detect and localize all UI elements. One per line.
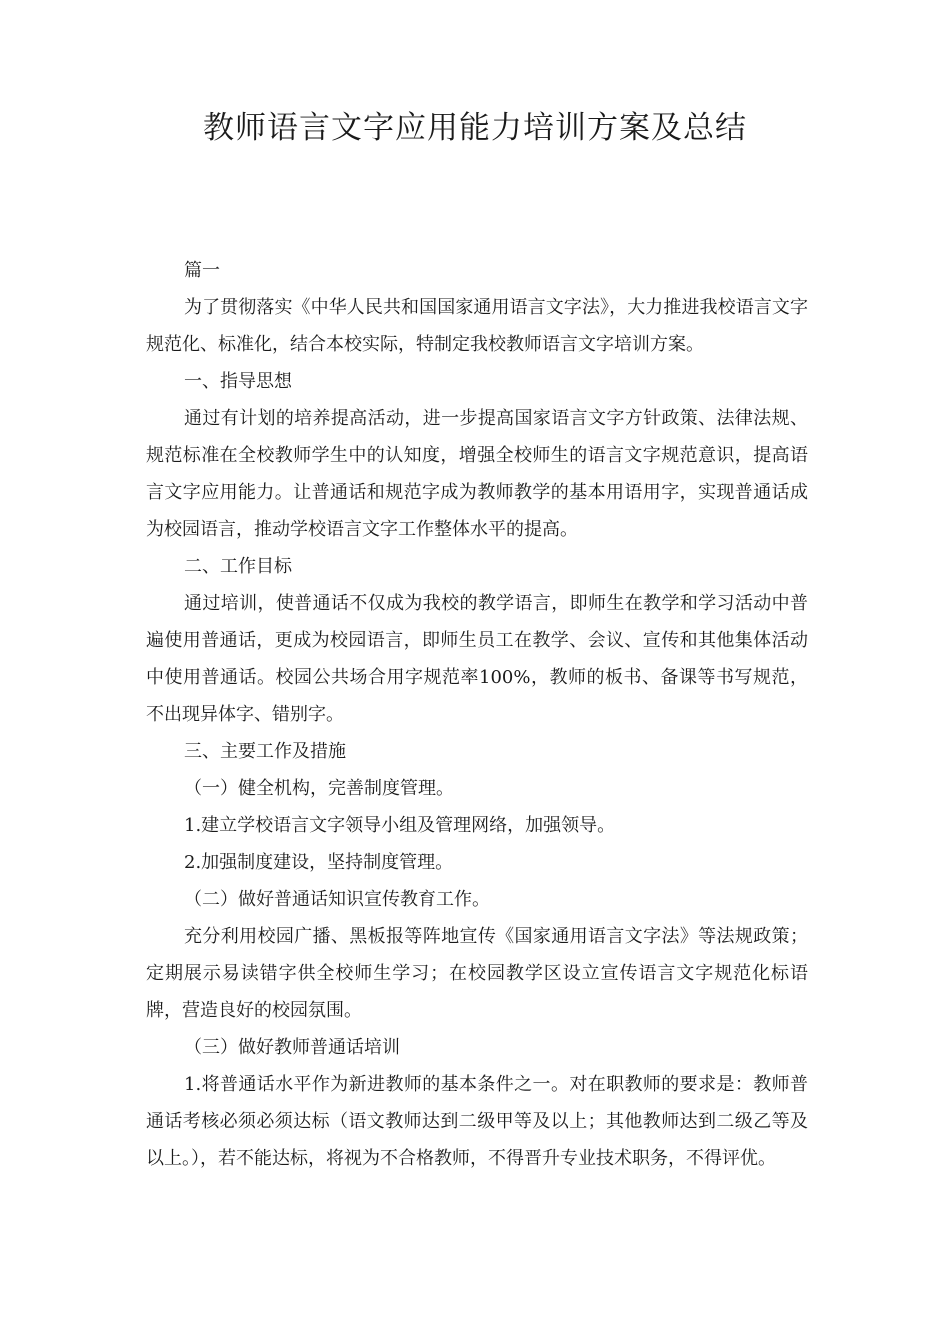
subsection-heading: （三）做好教师普通话培训 (184, 1037, 400, 1058)
document-body (146, 252, 808, 1177)
body-paragraph: 通过培训，使普通话不仅成为我校的教学语言，即师生在教学和学习活动中普遍使用普通话，更成为校园语言，即师生员工在教学、会议、宣传和其他集体活动中使用普通话。校园公共场合用字规范率100%，教师的板书、备课等书写规范，不出现异体字、错别字。 (146, 593, 808, 725)
list-item: 1.建立学校语言文字领导小组及管理网络，加强领导。 (184, 815, 616, 836)
list-item: 1.将普通话水平作为新进教师的基本条件之一。对在职教师的要求是：教师普通话考核必须必须达标（语文教师达到二级甲等及以上；其他教师达到二级乙等及以上。），若不能达标，将视为不合格教师，不得晋升专业技术职务，不得评优。 (146, 1074, 808, 1169)
document-title: 教师语言文字应用能力培训方案及总结 (203, 110, 747, 146)
section-heading: 三、主要工作及措施 (184, 741, 346, 762)
subsection-heading: （一）健全机构，完善制度管理。 (184, 778, 454, 799)
section-heading: 一、指导思想 (184, 371, 292, 392)
list-item: 2.加强制度建设，坚持制度管理。 (184, 852, 454, 873)
section-label: 篇一 (184, 260, 220, 281)
body-paragraph: 通过有计划的培养提高活动，进一步提高国家语言文字方针政策、法律法规、规范标准在全校教师学生中的认知度，增强全校师生的语言文字规范意识，提高语言文字应用能力。让普通话和规范字成为教师教学的基本用语用字，实现普通话成为校园语言，推动学校语言文字工作整体水平的提高。 (146, 408, 808, 540)
intro-paragraph: 为了贯彻落实《中华人民共和国国家通用语言文字法》，大力推进我校语言文字规范化、标准化，结合本校实际，特制定我校教师语言文字培训方案。 (146, 297, 808, 355)
subsection-heading: （二）做好普通话知识宣传教育工作。 (184, 889, 490, 910)
section-heading: 二、工作目标 (184, 556, 292, 577)
body-paragraph: 充分利用校园广播、黑板报等阵地宣传《国家通用语言文字法》等法规政策；定期展示易读错字供全校师生学习；在校园教学区设立宣传语言文字规范化标语牌，营造良好的校园氛围。 (146, 926, 808, 1021)
